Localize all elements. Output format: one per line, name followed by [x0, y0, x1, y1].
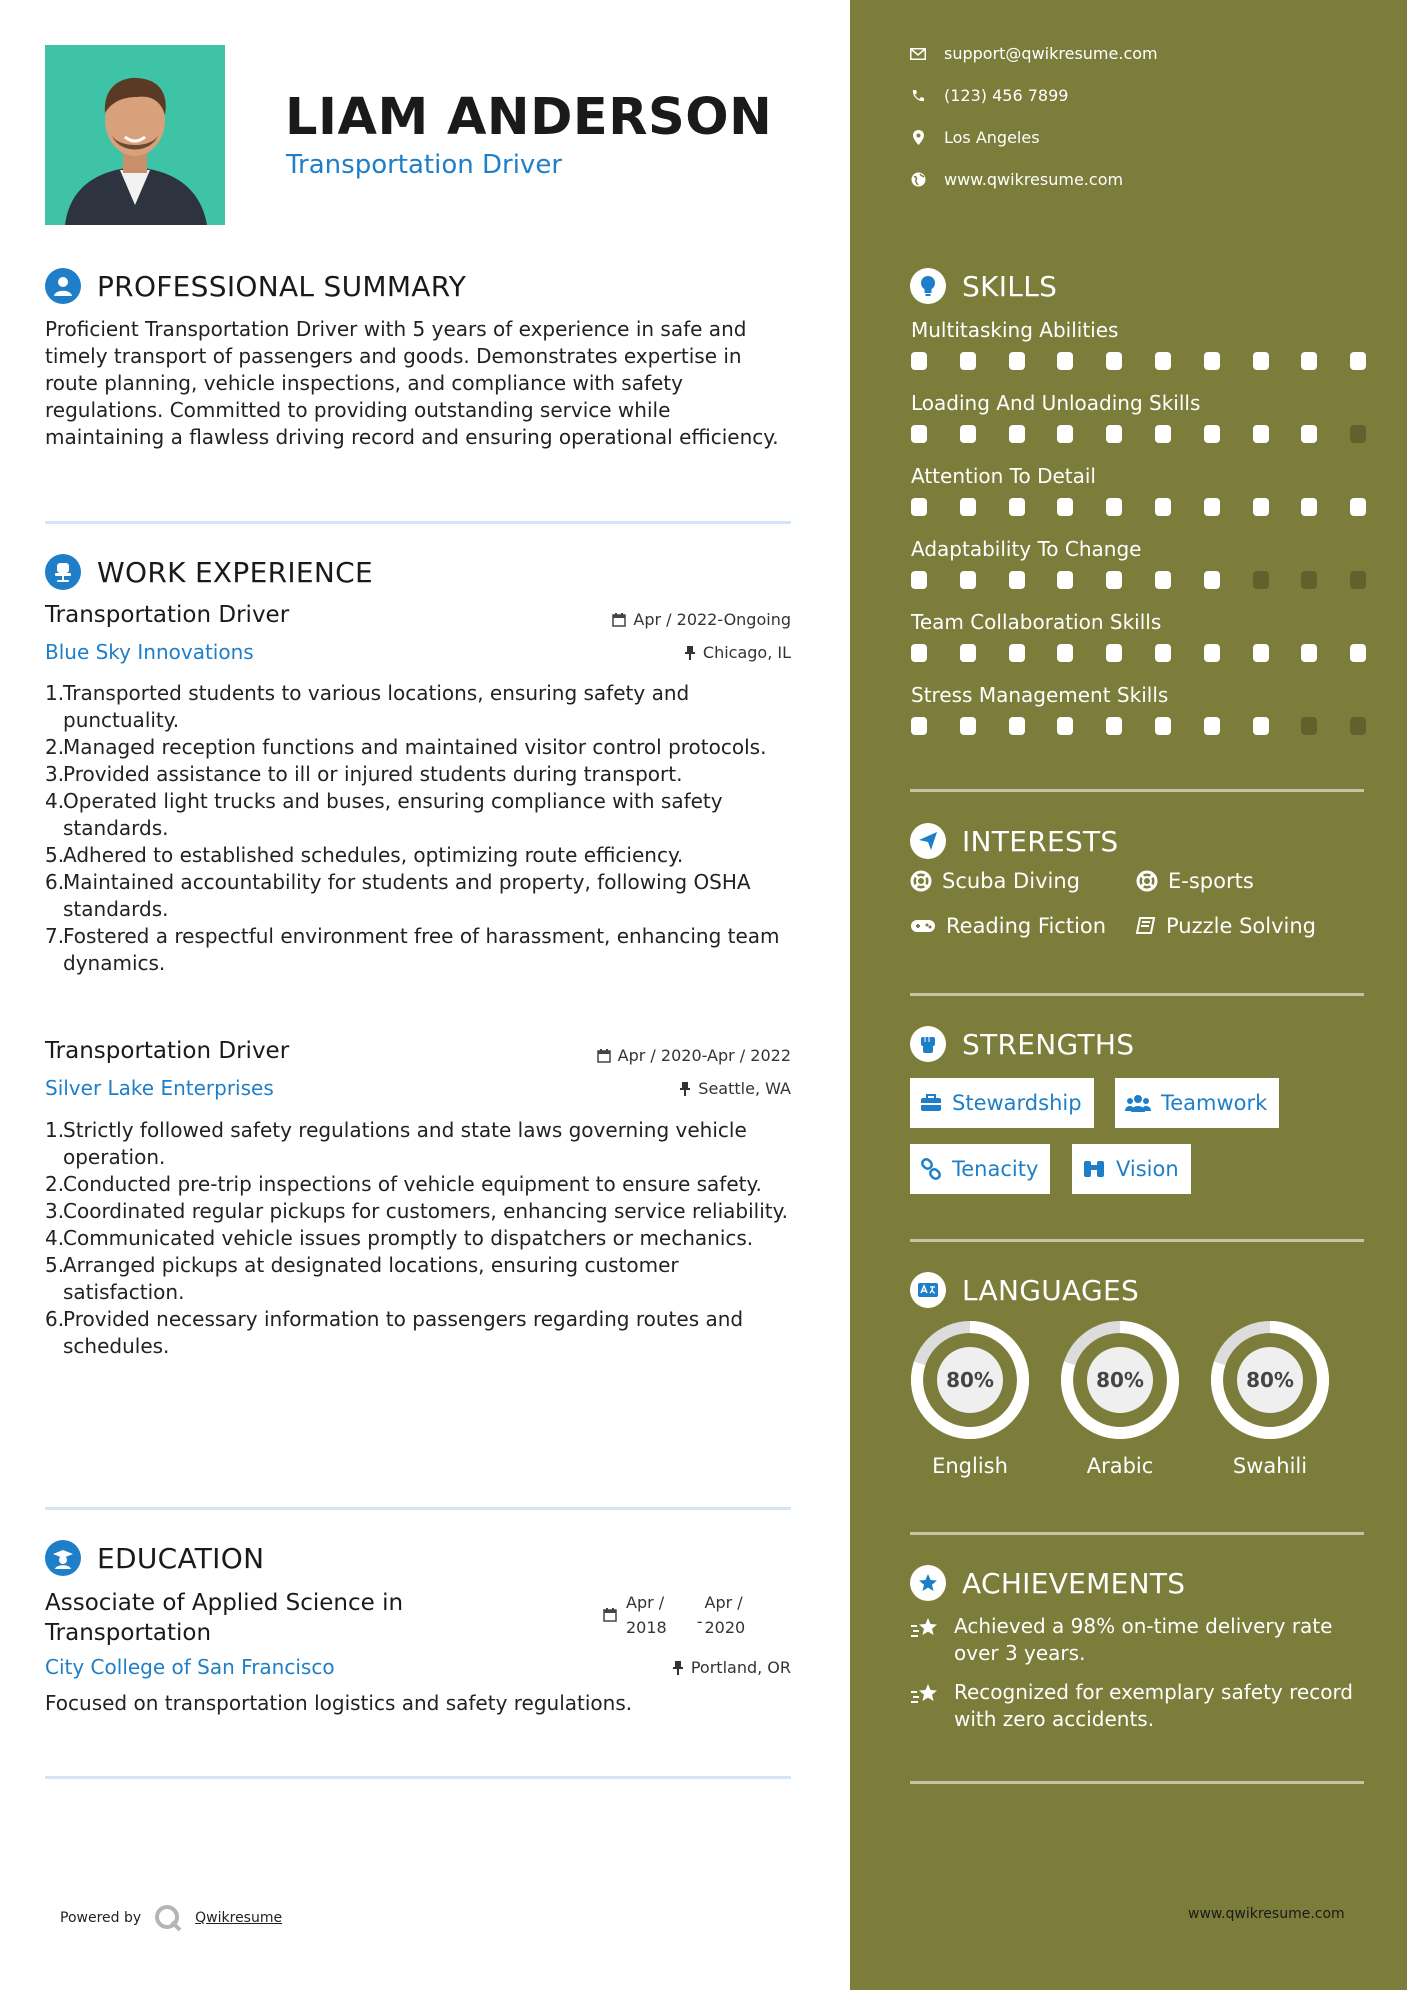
skill-dot-filled	[911, 644, 927, 662]
summary-text: Proficient Transportation Driver with 5 years of experience in safe and timely transport of passengers and goods. Demonstrates expertise in route planning, vehicle inspections, and compliance with safety regulations. Committed to providing outstanding service while maintaining a flawless driving record and ensuring operational efficiency.	[45, 317, 779, 449]
skill-dot-filled	[1253, 717, 1269, 735]
candidate-name: LIAM ANDERSON	[285, 88, 773, 147]
strengths-title: STRENGTHS	[962, 1027, 1135, 1061]
briefcase-icon	[920, 1094, 942, 1112]
person-avatar-icon	[45, 45, 225, 225]
skill-dot-filled	[1350, 352, 1366, 370]
contact-website[interactable]: www.qwikresume.com	[910, 170, 1123, 189]
skill-dot-filled	[911, 352, 927, 370]
education-heading	[45, 1540, 264, 1576]
job-date: Apr / 2022-Ongoing	[612, 610, 791, 629]
language-name: English	[932, 1454, 1008, 1478]
education-description: Focused on transportation logistics and safety regulations.	[45, 1691, 633, 1715]
job-bullets	[45, 680, 790, 977]
skill-dot-filled	[1057, 717, 1073, 735]
skill-dot-filled	[960, 352, 976, 370]
skill-dot-empty	[1301, 717, 1317, 735]
job-bullets	[45, 1117, 790, 1360]
skill-dot-empty	[1350, 425, 1366, 443]
paper-plane-icon	[910, 823, 946, 859]
education-date: Apr / 2018 - Apr / 2020	[603, 1590, 745, 1640]
graduate-icon	[45, 1540, 81, 1576]
skill-dot-filled	[1301, 644, 1317, 662]
gamepad-icon	[910, 917, 936, 935]
strength-badge: Teamwork	[1115, 1078, 1279, 1128]
skill-dot-filled	[960, 425, 976, 443]
calendar-icon	[612, 613, 626, 627]
skill-name: Multitasking Abilities	[911, 318, 1119, 342]
languages-title: LANGUAGES	[962, 1273, 1140, 1307]
star-badge-icon	[910, 1565, 946, 1601]
skill-dot-filled	[1106, 425, 1122, 443]
skills-title: SKILLS	[962, 269, 1058, 303]
skill-rating	[911, 717, 1365, 735]
strength-badge: Tenacity	[910, 1144, 1050, 1194]
list-item: 6. Provided necessary information to passengers regarding routes and schedules.	[45, 1307, 744, 1358]
divider	[910, 789, 1364, 792]
skill-dot-filled	[1204, 352, 1220, 370]
divider	[910, 1239, 1364, 1242]
list-item: 4. Operated light trucks and buses, ensuring compliance with safety standards.	[45, 789, 723, 840]
skill-dot-filled	[1057, 571, 1073, 589]
skill-dot-filled	[1155, 498, 1171, 516]
pin-icon	[679, 1082, 691, 1096]
office-chair-icon	[45, 554, 81, 590]
skill-dot-filled	[1009, 425, 1025, 443]
skill-rating	[911, 498, 1365, 516]
skill-name: Loading And Unloading Skills	[911, 391, 1201, 415]
footer-website[interactable]: www.qwikresume.com	[1188, 1906, 1345, 1922]
job-title: Transportation Driver	[45, 602, 290, 628]
skill-dot-filled	[1009, 571, 1025, 589]
skill-dot-filled	[960, 717, 976, 735]
skill-dot-filled	[1204, 717, 1220, 735]
skill-dot-filled	[1253, 352, 1269, 370]
interest-item: E-sports	[1136, 869, 1254, 893]
achievement-item: Recognized for exemplary safety record with zero accidents.	[910, 1679, 1370, 1733]
language-percent: 80%	[1246, 1368, 1294, 1392]
job-company: Blue Sky Innovations	[45, 640, 254, 664]
achievements-title: ACHIEVEMENTS	[962, 1566, 1186, 1600]
skill-dot-empty	[1253, 571, 1269, 589]
divider	[910, 1781, 1364, 1784]
list-item: 5. Adhered to established schedules, optimizing route efficiency.	[45, 843, 684, 867]
divider	[910, 1532, 1364, 1535]
language-name: Swahili	[1232, 1454, 1308, 1478]
pin-icon	[684, 646, 696, 660]
list-item: 1. Strictly followed safety regulations and state laws governing vehicle operation.	[45, 1118, 747, 1169]
skill-dot-filled	[1253, 644, 1269, 662]
skill-dot-filled	[911, 498, 927, 516]
language-gauge	[1208, 1318, 1332, 1442]
list-item: 7. Fostered a respectful environment free of harassment, enhancing team dynamics.	[45, 924, 780, 975]
lightbulb-icon	[910, 268, 946, 304]
skill-rating	[911, 425, 1365, 443]
translate-icon	[910, 1272, 946, 1308]
skill-dot-filled	[1155, 717, 1171, 735]
skill-dot-filled	[1155, 425, 1171, 443]
skill-name: Adaptability To Change	[911, 537, 1142, 561]
skill-dot-filled	[1204, 425, 1220, 443]
users-icon	[1125, 1094, 1151, 1112]
education-title: EDUCATION	[97, 1541, 265, 1575]
skill-rating	[911, 352, 1365, 370]
contact-phone[interactable]: (123) 456 7899	[910, 86, 1068, 105]
degree-title: Associate of Applied Science in Transportation	[45, 1590, 404, 1646]
skill-dot-filled	[1057, 644, 1073, 662]
list-item: 1. Transported students to various locations, ensuring safety and punctuality.	[45, 681, 690, 732]
job-date: Apr / 2020-Apr / 2022	[597, 1046, 791, 1065]
list-item: 3. Provided assistance to ill or injured students during transport.	[45, 762, 683, 786]
skill-dot-empty	[1350, 571, 1366, 589]
experience-title: WORK EXPERIENCE	[97, 555, 373, 589]
list-item: 3. Coordinated regular pickups for customers, enhancing service reliability.	[45, 1199, 788, 1223]
fist-icon	[910, 1026, 946, 1062]
skill-dot-filled	[1253, 425, 1269, 443]
book-icon	[1136, 916, 1156, 936]
achievements-heading	[910, 1565, 1185, 1601]
profile-photo	[45, 45, 225, 225]
job-location: Seattle, WA	[679, 1079, 791, 1098]
calendar-icon	[597, 1049, 611, 1063]
candidate-title: Transportation Driver	[286, 150, 563, 180]
skill-dot-filled	[1106, 571, 1122, 589]
interests-title: INTERESTS	[962, 824, 1119, 858]
divider	[910, 993, 1364, 996]
strength-badge: Vision	[1072, 1144, 1191, 1194]
interests-heading	[910, 823, 1119, 859]
language-item	[1208, 1318, 1332, 1478]
language-item	[908, 1318, 1032, 1478]
language-gauge	[908, 1318, 1032, 1442]
school-name: City College of San Francisco	[45, 1655, 335, 1679]
skill-dot-filled	[1106, 352, 1122, 370]
skill-dot-filled	[1350, 644, 1366, 662]
skill-dot-filled	[960, 644, 976, 662]
job-title: Transportation Driver	[45, 1038, 290, 1064]
skill-dot-filled	[960, 498, 976, 516]
lifebuoy-icon	[910, 870, 932, 892]
lifebuoy-icon	[1136, 870, 1158, 892]
skill-dot-filled	[1253, 498, 1269, 516]
contact-email[interactable]: support@qwikresume.com	[910, 44, 1158, 63]
skill-dot-filled	[1155, 571, 1171, 589]
interest-item: Scuba Diving	[910, 869, 1080, 893]
skill-dot-filled	[1204, 644, 1220, 662]
divider	[45, 1507, 791, 1510]
skill-dot-filled	[1106, 717, 1122, 735]
skill-dot-empty	[1350, 717, 1366, 735]
summary-heading	[45, 268, 466, 304]
skill-name: Team Collaboration Skills	[911, 610, 1162, 634]
phone-icon	[910, 88, 926, 104]
qwikresume-logo-icon	[153, 1903, 183, 1933]
skill-dot-filled	[1301, 425, 1317, 443]
globe-icon	[910, 172, 926, 188]
list-item: 2. Managed reception functions and maintained visitor control protocols.	[45, 735, 767, 759]
shooting-star-icon	[910, 1682, 940, 1706]
skill-dot-filled	[1155, 352, 1171, 370]
user-icon	[45, 268, 81, 304]
skill-dot-filled	[1301, 498, 1317, 516]
interest-item: Reading Fiction	[910, 914, 1106, 938]
skills-heading	[910, 268, 1057, 304]
language-gauge	[1058, 1318, 1182, 1442]
list-item: 5. Arranged pickups at designated locations, ensuring customer satisfaction.	[45, 1253, 679, 1304]
job-location: Chicago, IL	[684, 643, 791, 662]
skill-rating	[911, 644, 1365, 662]
skill-dot-filled	[1009, 717, 1025, 735]
skill-dot-filled	[1009, 644, 1025, 662]
skill-dot-filled	[1301, 352, 1317, 370]
skill-dot-filled	[911, 571, 927, 589]
achievement-item: Achieved a 98% on-time delivery rate over 3 years.	[910, 1613, 1370, 1667]
pin-icon	[672, 1661, 684, 1675]
map-marker-icon	[910, 130, 926, 146]
strength-badge: Stewardship	[910, 1078, 1094, 1128]
strengths-heading	[910, 1026, 1134, 1062]
qwikresume-link[interactable]: Qwikresume	[195, 1910, 283, 1926]
education-location: Portland, OR	[672, 1658, 791, 1677]
skill-dot-filled	[1155, 644, 1171, 662]
powered-by: Powered by Qwikresume	[60, 1903, 282, 1933]
skill-dot-filled	[1057, 498, 1073, 516]
languages-heading	[910, 1272, 1139, 1308]
skill-name: Attention To Detail	[911, 464, 1096, 488]
list-item: 4. Communicated vehicle issues promptly to dispatchers or mechanics.	[45, 1226, 754, 1250]
skill-dot-filled	[1106, 498, 1122, 516]
envelope-icon	[910, 46, 926, 62]
skill-dot-empty	[1301, 571, 1317, 589]
skill-name: Stress Management Skills	[911, 683, 1169, 707]
skill-dot-filled	[911, 717, 927, 735]
skill-dot-filled	[1057, 425, 1073, 443]
skill-dot-filled	[1057, 352, 1073, 370]
interest-item: Puzzle Solving	[1136, 914, 1316, 938]
experience-heading	[45, 554, 373, 590]
sidebar	[850, 0, 1407, 1990]
skill-dot-filled	[1009, 498, 1025, 516]
link-icon	[920, 1158, 942, 1180]
language-percent: 80%	[1096, 1368, 1144, 1392]
skill-rating	[911, 571, 1365, 589]
skill-dot-filled	[960, 571, 976, 589]
contact-location: Los Angeles	[910, 128, 1040, 147]
shooting-star-icon	[910, 1616, 940, 1640]
skill-dot-filled	[1009, 352, 1025, 370]
skill-dot-filled	[1350, 498, 1366, 516]
language-item	[1058, 1318, 1182, 1478]
divider	[45, 521, 791, 524]
skill-dot-filled	[911, 425, 927, 443]
binoculars-icon	[1082, 1159, 1106, 1179]
job-company: Silver Lake Enterprises	[45, 1076, 274, 1100]
divider	[45, 1776, 791, 1779]
list-item: 6. Maintained accountability for students and property, following OSHA standards.	[45, 870, 751, 921]
calendar-icon	[603, 1608, 617, 1622]
language-percent: 80%	[946, 1368, 994, 1392]
skill-dot-filled	[1106, 644, 1122, 662]
language-name: Arabic	[1086, 1454, 1154, 1478]
list-item: 2. Conducted pre-trip inspections of vehicle equipment to ensure safety.	[45, 1172, 762, 1196]
summary-title: PROFESSIONAL SUMMARY	[97, 269, 467, 303]
skill-dot-filled	[1204, 571, 1220, 589]
skill-dot-filled	[1204, 498, 1220, 516]
